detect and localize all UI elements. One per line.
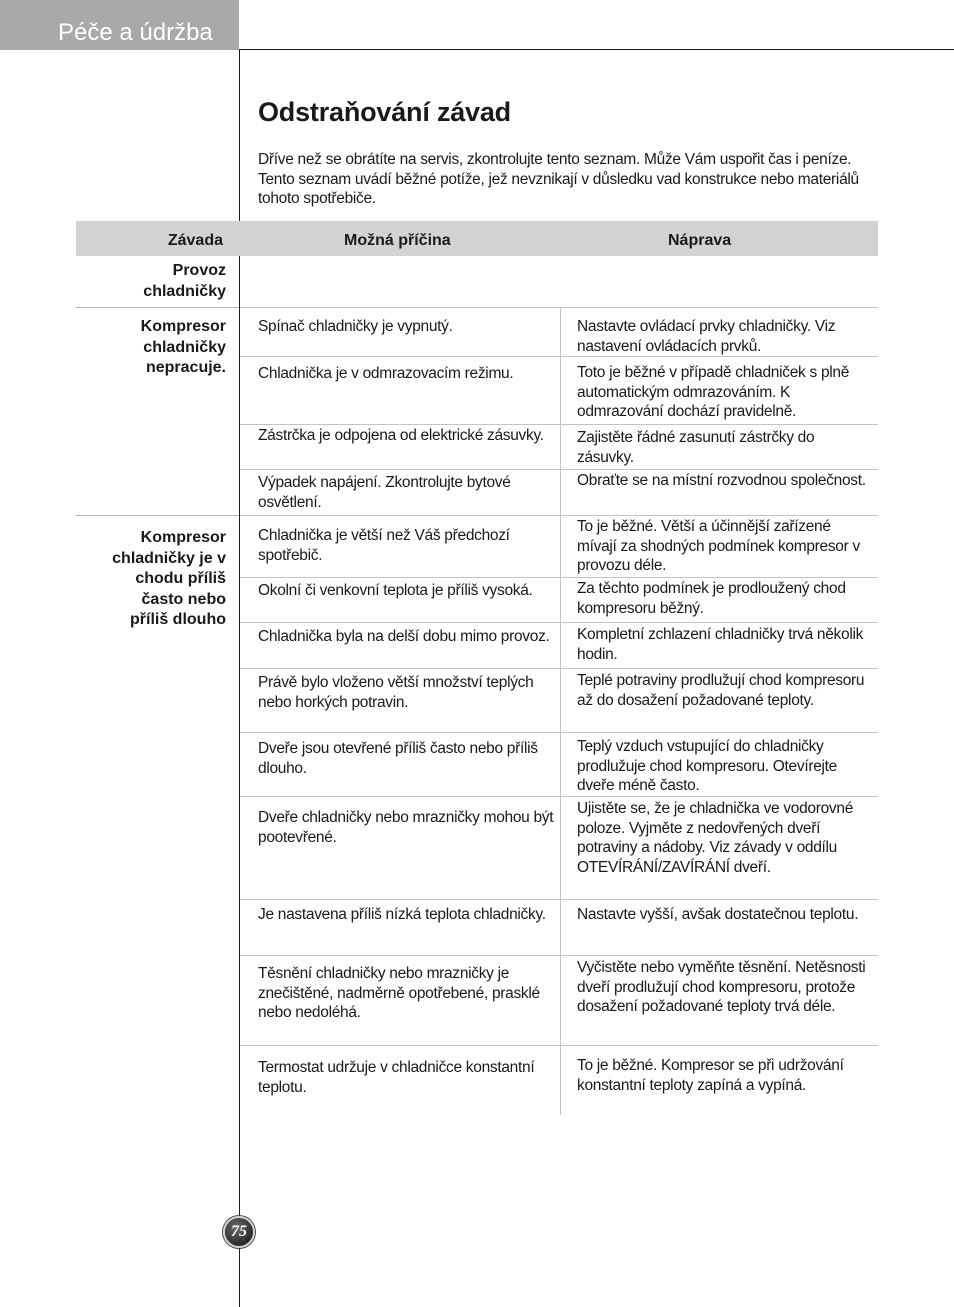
fault-group-compressor-runs-too-long: Kompresor chladničky je v chodu příliš často nebo příliš dlouho (112, 529, 226, 628)
row-divider (240, 307, 878, 308)
cause-cell: Chladnička je v odmrazovacím režimu. (258, 365, 514, 382)
column-header-cause: Možná příčina (344, 232, 451, 249)
group-divider (76, 307, 239, 308)
fix-cell: Teplý vzduch vstupující do chladničky prodlužuje chod kompresoru. Otevírejte dveře méně často. (577, 738, 837, 794)
intro-paragraph: Dříve než se obrátíte na servis, zkontrolujte tento seznam. Může Vám uspořit čas i peníze. Tento seznam uvádí běžné potíže, jež nevznikají v důsledku vad konstrukce nebo materiálů tohoto spotřebiče. (258, 151, 859, 207)
row-divider (240, 732, 878, 733)
section-tab: Péče a údržba (0, 0, 239, 50)
row-divider (240, 356, 878, 357)
row-divider (240, 1045, 878, 1046)
page-title: Odstraňování závad (258, 97, 511, 127)
cause-cell: Okolní či venkovní teplota je příliš vysoká. (258, 582, 533, 599)
fix-cell: To je běžné. Větší a účinnější zařízené mívají za shodných podmínek kompresor v provozu déle. (577, 518, 860, 574)
cause-cell: Dveře jsou otevřené příliš často nebo příliš dlouho. (258, 740, 538, 777)
fix-cell: Vyčistěte nebo vyměňte těsnění. Netěsnosti dveří prodlužují chod kompresoru, protože dosažení požadované teploty trvá déle. (577, 959, 866, 1015)
cause-cell: Termostat udržuje v chladničce konstantní teplotu. (258, 1059, 535, 1096)
cause-cell: Zástrčka je odpojena od elektrické zásuvky. (258, 427, 544, 444)
cause-cell: Právě bylo vloženo větší množství teplých nebo horkých potravin. (258, 674, 534, 711)
fix-cell: Nastavte vyšší, avšak dostatečnou teplotu. (577, 906, 859, 923)
row-divider (240, 424, 878, 425)
page-number: 75 (223, 1216, 255, 1248)
fix-cell: Nastavte ovládací prvky chladničky. Viz nastavení ovládacích prvků. (577, 318, 836, 355)
column-divider (560, 307, 561, 1115)
row-divider (240, 469, 878, 470)
fix-cell: Toto je běžné v případě chladniček s plně automatickým odmrazováním. K odmrazování dochází pravidelně. (577, 364, 850, 420)
row-divider (240, 515, 878, 516)
cause-cell: Dveře chladničky nebo mrazničky mohou být pootevřené. (258, 809, 554, 846)
fault-group-operation: Provoz chladničky (143, 262, 226, 300)
row-divider (240, 796, 878, 797)
fix-cell: Kompletní zchlazení chladničky trvá několik hodin. (577, 626, 864, 663)
column-header-fix: Náprava (668, 232, 732, 249)
row-divider (240, 899, 878, 900)
group-divider (76, 515, 239, 516)
cause-cell: Spínač chladničky je vypnutý. (258, 318, 453, 335)
fix-cell: Za těchto podmínek je prodloužený chod kompresoru běžný. (577, 580, 846, 617)
table-header (76, 221, 878, 256)
header-rule (239, 49, 954, 50)
fix-cell: Teplé potraviny prodlužují chod kompresoru až do dosažení požadované teploty. (577, 672, 865, 709)
cause-cell: Chladnička byla na delší dobu mimo provoz. (258, 628, 550, 645)
row-divider (240, 668, 878, 669)
fault-group-compressor-not-running: Kompresor chladničky nepracuje. (140, 318, 226, 376)
fix-cell: Obraťte se na místní rozvodnou společnost. (577, 472, 866, 489)
fix-cell: Zajistěte řádné zasunutí zástrčky do zásuvky. (577, 429, 815, 466)
cause-cell: Je nastavena příliš nízká teplota chladničky. (258, 906, 546, 923)
cause-cell: Chladnička je větší než Váš předchozí spotřebič. (258, 527, 510, 564)
fix-cell: To je běžné. Kompresor se při udržování konstantní teploty zapíná a vypíná. (577, 1057, 844, 1094)
fix-cell: Ujistěte se, že je chladnička ve vodorovné poloze. Vyjměte z nedovřených dveří potraviny a nádoby. Viz závady v oddílu OTEVÍRÁNÍ/ZAVÍRÁNÍ dveří. (577, 800, 854, 876)
row-divider (240, 577, 878, 578)
row-divider (240, 622, 878, 623)
column-header-fault: Závada (167, 232, 223, 249)
cause-cell: Výpadek napájení. Zkontrolujte bytové osvětlení. (258, 474, 511, 511)
row-divider (240, 955, 878, 956)
cause-cell: Těsnění chladničky nebo mrazničky je znečištěné, nadměrně opotřebené, prasklé nebo nedoléhá. (258, 965, 540, 1021)
